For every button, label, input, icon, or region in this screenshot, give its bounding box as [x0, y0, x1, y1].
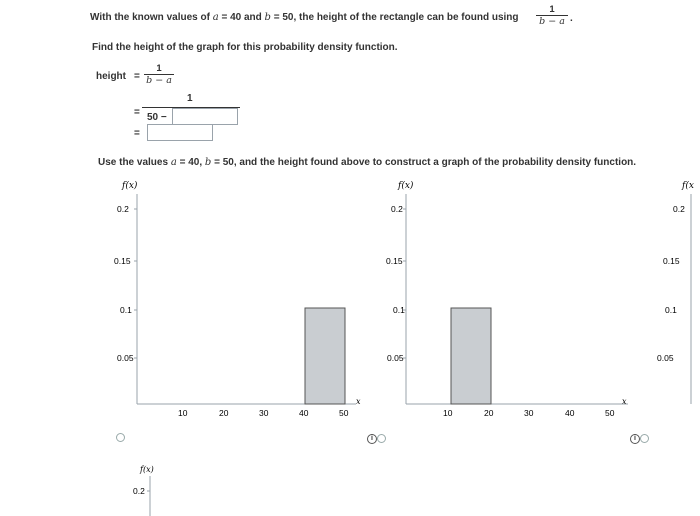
graph-option-1-radio[interactable] — [116, 433, 125, 442]
graph1-xtick-label: 20 — [219, 408, 229, 418]
graph3-ytick-label: 0.15 — [663, 256, 680, 266]
graph1-xlabel: x — [356, 397, 361, 406]
graph1-xtick-label: 40 — [299, 408, 309, 418]
graph-option-1[interactable] — [114, 180, 361, 418]
equals-sign-3: = — [134, 128, 140, 139]
step-denominator-prefix: 50 − — [147, 112, 167, 123]
graph-instruction-text: Use the values a = 40, b = 50, and the height found above to construct a graph of the probability density function. — [98, 157, 637, 168]
graph2-ylabel: f(x) — [398, 181, 414, 191]
graph1-ytick-label: 0.05 — [117, 353, 134, 363]
graph1-xtick-label: 30 — [259, 408, 269, 418]
graph2-info-icon[interactable]: i — [630, 434, 640, 444]
graph1-bar — [305, 308, 345, 404]
graph2-xlabel: x — [622, 397, 627, 406]
graph2-ytick-label: 0.2 — [391, 204, 403, 214]
graph2-xtick-label: 10 — [443, 408, 453, 418]
equals-sign-1: = — [134, 71, 140, 82]
graph3-ylabel: f(x — [682, 181, 694, 191]
graph2-xtick-label: 30 — [524, 408, 534, 418]
graph4-ytick-label: 0.2 — [133, 486, 145, 496]
graph1-ytick-label: 0.1 — [120, 305, 132, 315]
graph1-ytick-label: 0.15 — [114, 256, 131, 266]
graph3-ytick-label: 0.2 — [673, 204, 685, 214]
graph1-ylabel: f(x) — [122, 181, 138, 191]
graph-option-2[interactable] — [386, 180, 628, 418]
height-fraction: 1 b − a — [144, 63, 174, 86]
step-numerator: 1 — [187, 93, 193, 104]
graph1-xtick-label: 50 — [339, 408, 349, 418]
equals-sign-2: = — [134, 107, 140, 118]
graph1-ytick-label: 0.2 — [117, 204, 129, 214]
intro-text: With the known values of a = 40 and b = 50, the height of the rectangle can be found using — [90, 12, 519, 23]
graph-option-3-radio[interactable] — [640, 434, 649, 443]
graph2-xtick-label: 20 — [484, 408, 494, 418]
graph2-xtick-label: 40 — [565, 408, 575, 418]
intro-fraction: 1 b − a — [536, 4, 568, 27]
graph-option-2-radio[interactable] — [377, 434, 386, 443]
graph2-xtick-label: 50 — [605, 408, 615, 418]
graph3-ytick-label: 0.05 — [657, 353, 674, 363]
graph2-bar — [451, 308, 491, 404]
graph2-ytick-label: 0.05 — [387, 353, 404, 363]
graph-option-3[interactable] — [657, 180, 694, 404]
graph4-ylabel: f(x) — [140, 465, 154, 474]
graph1-xtick-label: 10 — [178, 408, 188, 418]
graph1-info-icon[interactable]: i — [367, 434, 377, 444]
graph3-ytick-label: 0.1 — [665, 305, 677, 315]
graph2-ytick-label: 0.1 — [393, 305, 405, 315]
graph2-ytick-label: 0.15 — [386, 256, 403, 266]
instruction-text: Find the height of the graph for this probability density function. — [92, 42, 398, 53]
graph-option-4[interactable] — [133, 465, 154, 516]
intro-period: . — [570, 13, 573, 24]
height-label: height — [96, 71, 126, 82]
